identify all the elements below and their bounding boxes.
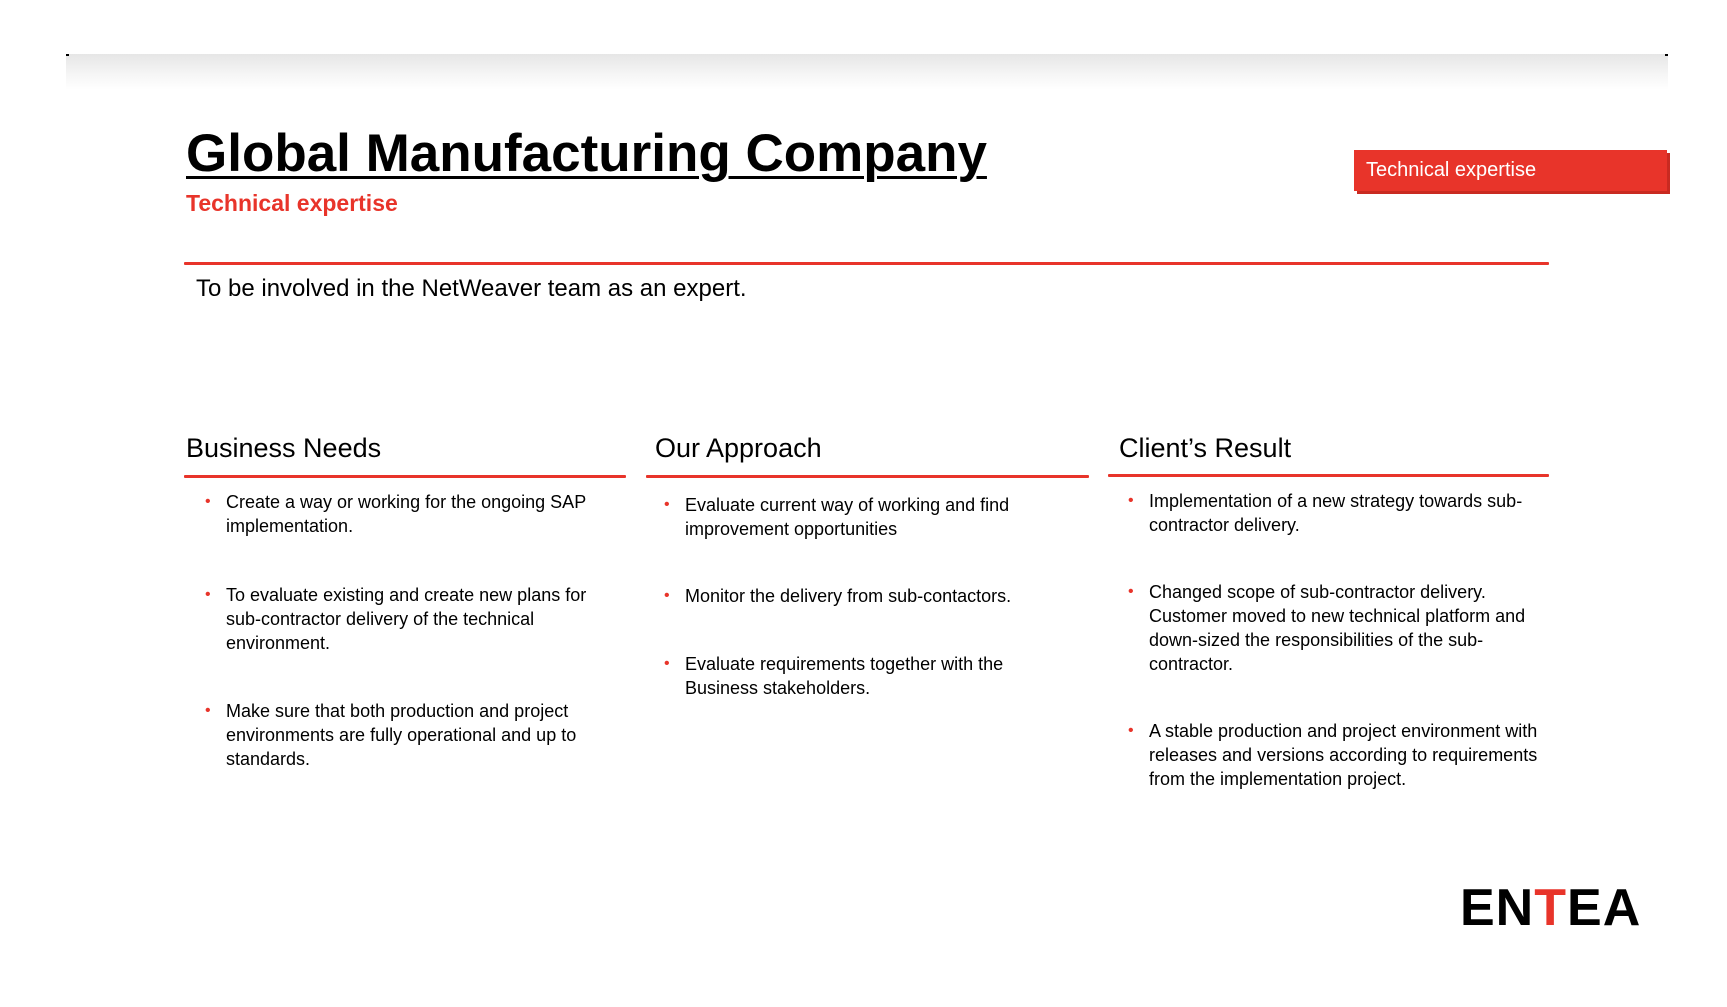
list-item: • A stable production and project environment with releases and versions according to requirements from the implementation project. <box>1128 719 1548 791</box>
our-approach-divider <box>646 475 1089 478</box>
category-tag: Technical expertise <box>1354 150 1667 191</box>
logo-part-t: T <box>1534 879 1568 937</box>
list-item: • Evaluate requirements together with the Business stakeholders. <box>664 652 1074 700</box>
business-needs-divider <box>184 475 626 478</box>
list-item: • Changed scope of sub-contractor delivery. Customer moved to new technical platform and down-sized the responsibilities of the sub-contractor. <box>1128 580 1548 676</box>
entea-logo <box>1460 880 1641 936</box>
corner-tick-left <box>66 54 69 56</box>
our-approach-heading: Our Approach <box>655 433 822 463</box>
page-title: Global Manufacturing Company <box>186 124 987 183</box>
logo-part-en: EN <box>1460 879 1535 937</box>
top-band <box>66 54 1668 90</box>
list-item: • Monitor the delivery from sub-contactors. <box>664 584 1074 608</box>
list-item: • Create a way or working for the ongoing SAP implementation. <box>205 490 605 538</box>
intro-text: To be involved in the NetWeaver team as an expert. <box>196 275 747 302</box>
clients-result-list <box>1128 489 1548 791</box>
clients-result-divider <box>1108 474 1549 477</box>
list-item: • To evaluate existing and create new plans for sub-contractor delivery of the technical environment. <box>205 583 605 655</box>
corner-tick-right <box>1665 54 1668 56</box>
business-needs-list <box>205 490 605 771</box>
clients-result-heading: Client’s Result <box>1119 433 1292 463</box>
list-item: • Make sure that both production and project environments are fully operational and up to standards. <box>205 699 605 771</box>
logo-part-ea: EA <box>1567 879 1642 937</box>
page-subtitle: Technical expertise <box>186 190 398 216</box>
business-needs-heading: Business Needs <box>186 433 382 463</box>
title-divider <box>184 262 1549 265</box>
list-item: • Implementation of a new strategy towards sub-contractor delivery. <box>1128 489 1548 537</box>
our-approach-list <box>664 493 1074 700</box>
list-item: • Evaluate current way of working and find improvement opportunities <box>664 493 1074 541</box>
